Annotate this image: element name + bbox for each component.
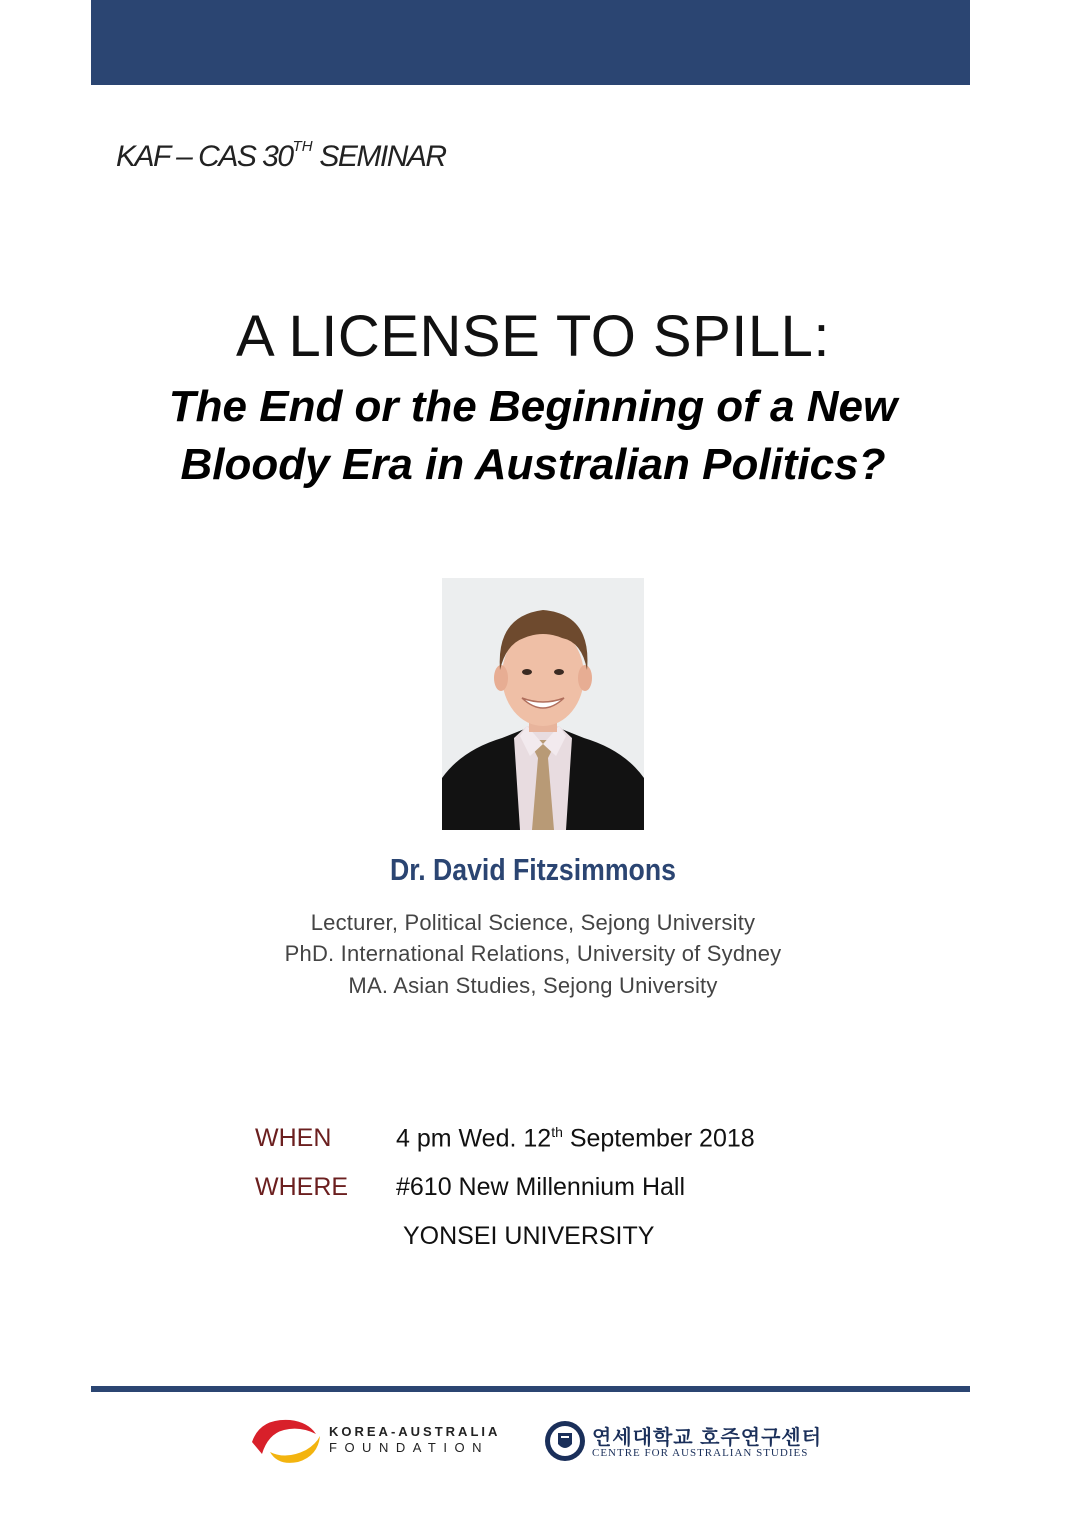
where-university: YONSEI UNIVERSITY [403, 1222, 655, 1250]
footer-bar [91, 1386, 970, 1392]
speaker-name: Dr. David Fitzsimmons [390, 852, 676, 887]
header-bar [91, 0, 970, 85]
where-venue: #610 New Millennium Hall [396, 1173, 686, 1201]
speaker-credential: Lecturer, Political Science, Sejong University [310, 910, 756, 935]
when-value: 4 pm Wed. 12th September 2018 [396, 1124, 755, 1153]
cas-english-name: CENTRE FOR AUSTRALIAN STUDIES [592, 1447, 809, 1459]
subtitle-line-2: Bloody Era in Australian Politics? [180, 440, 886, 489]
when-label: WHEN [255, 1124, 332, 1152]
speaker-portrait [442, 578, 644, 830]
speaker-photo [442, 578, 644, 830]
korea-australia-foundation-logo [250, 1414, 322, 1464]
yonsei-seal-logo [544, 1420, 586, 1462]
cas-korean-name: 연세대학교 호주연구센터 [592, 1427, 823, 1449]
speaker-credential: MA. Asian Studies, Sejong University [348, 973, 718, 998]
seminar-series-label: KAF – CAS 30TH SEMINAR [116, 138, 446, 173]
kaf-name-line2: FOUNDATION [329, 1440, 489, 1455]
seminar-subtitle [0, 378, 1066, 494]
seminar-title: A LICENSE TO SPILL: [235, 304, 831, 369]
subtitle-line-1: The End or the Beginning of a New [168, 382, 898, 431]
kaf-name-line1: KOREA-AUSTRALIA [329, 1424, 501, 1439]
speaker-credential: PhD. International Relations, University of Sydney [284, 941, 782, 966]
where-label: WHERE [255, 1173, 349, 1201]
